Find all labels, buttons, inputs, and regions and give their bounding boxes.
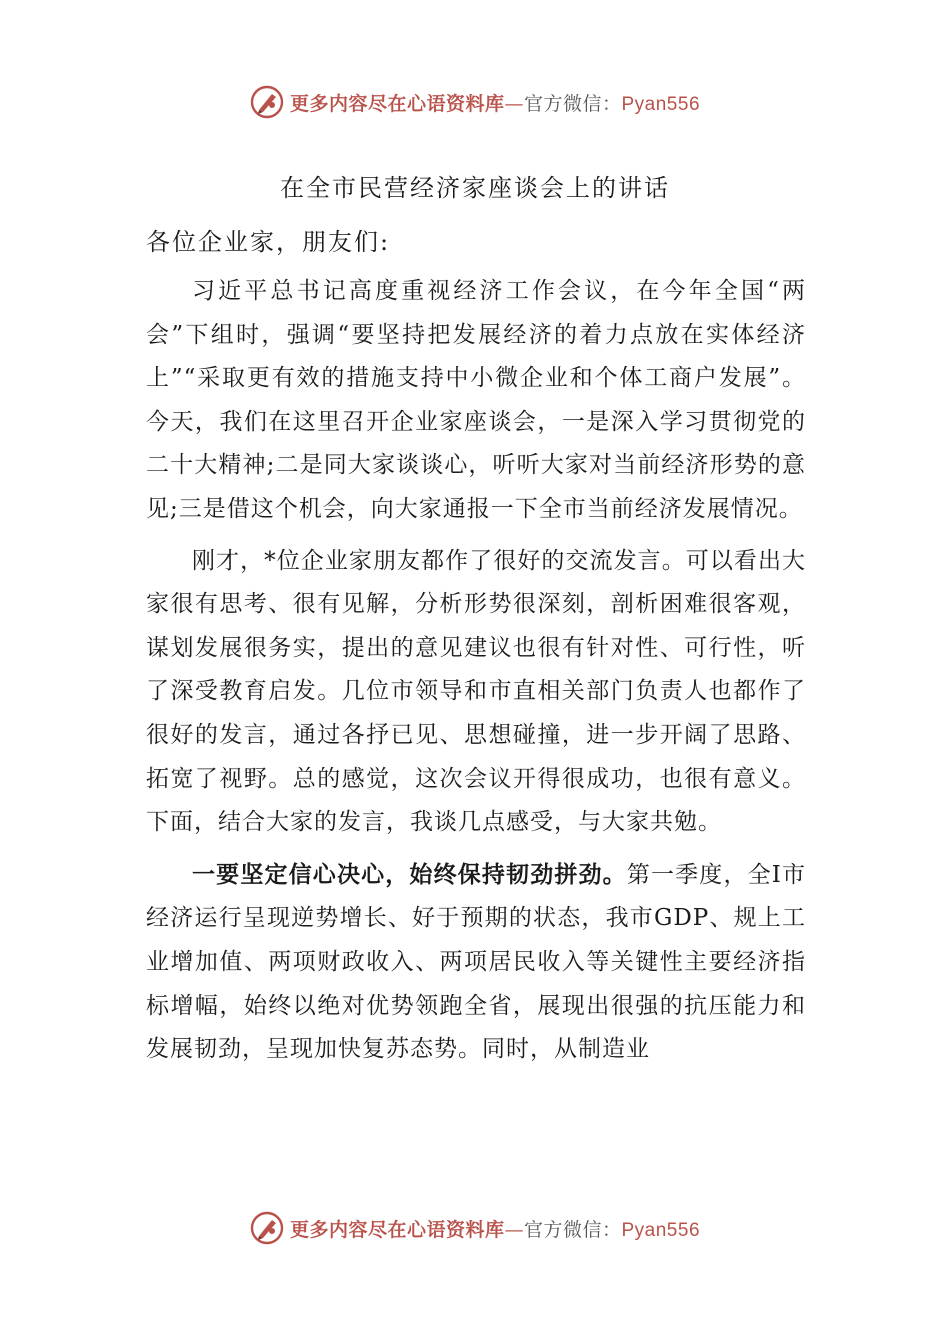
pen-nib-logo-icon (250, 1211, 284, 1245)
banner-dash: — (504, 1218, 524, 1241)
paragraph-section-1 (146, 853, 806, 1072)
banner-dash: — (504, 92, 524, 115)
document-body (146, 270, 806, 1080)
banner-brand: 更多内容尽在心语资料库 (289, 1218, 505, 1241)
header-watermark (0, 82, 950, 122)
banner-brand: 更多内容尽在心语资料库 (289, 92, 505, 115)
document-title: 在全市民营经济家座谈会上的讲话 (280, 174, 670, 202)
banner-wechat-id: Pyan556 (621, 93, 701, 115)
section-1-heading: 一要坚定信心决心，始终保持韧劲拼劲。 (192, 860, 627, 888)
paragraph-intro: 习近平总书记高度重视经济工作会议，在今年全国“两会”下组时，强调“要坚持把发展经济的着力点放在实体经济上”“采取更有效的措施支持中小微企业和个体工商户发展”。今天，我们在这里召开企业家座谈会，一是深入学习贯彻党的二十大精神;二是同大家谈谈心，听听大家对当前经济形势的意见;三是借这个机会，向大家通报一下全市当前经济发展情况。 (146, 278, 806, 522)
banner-label: 官方微信： (523, 92, 622, 115)
footer-watermark (0, 1208, 950, 1248)
paragraph-feedback: 刚才，*位企业家朋友都作了很好的交流发言。可以看出大家很有思考、很有见解，分析形势很深刻，剖析困难很客观，谋划发展很务实，提出的意见建议也很有针对性、可行性，听了深受教育启发。几位市领导和市直相关部门负责人也都作了很好的发言，通过各抒已见、思想碰撞，进一步开阔了思路、拓宽了视野。总的感觉，这次会议开得很成功，也很有意义。下面，结合大家的发言，我谈几点感受，与大家共勉。 (146, 547, 806, 836)
banner-wechat-id: Pyan556 (621, 1219, 701, 1241)
banner-label: 官方微信： (523, 1218, 622, 1241)
salutation: 各位企业家，朋友们: (146, 228, 391, 256)
section-1-text: 第一季度，全I市经济运行呈现逆势增长、好于预期的状态，我市GDP、规上工业增加值、两项财政收入、两项居民收入等关键性主要经济指标增幅，始终以绝对优势领跑全省，展现出很强的抗压能力和发展韧劲，呈现加快复苏态势。同时，从制造业 (146, 861, 806, 1063)
pen-nib-logo-icon (250, 85, 284, 119)
